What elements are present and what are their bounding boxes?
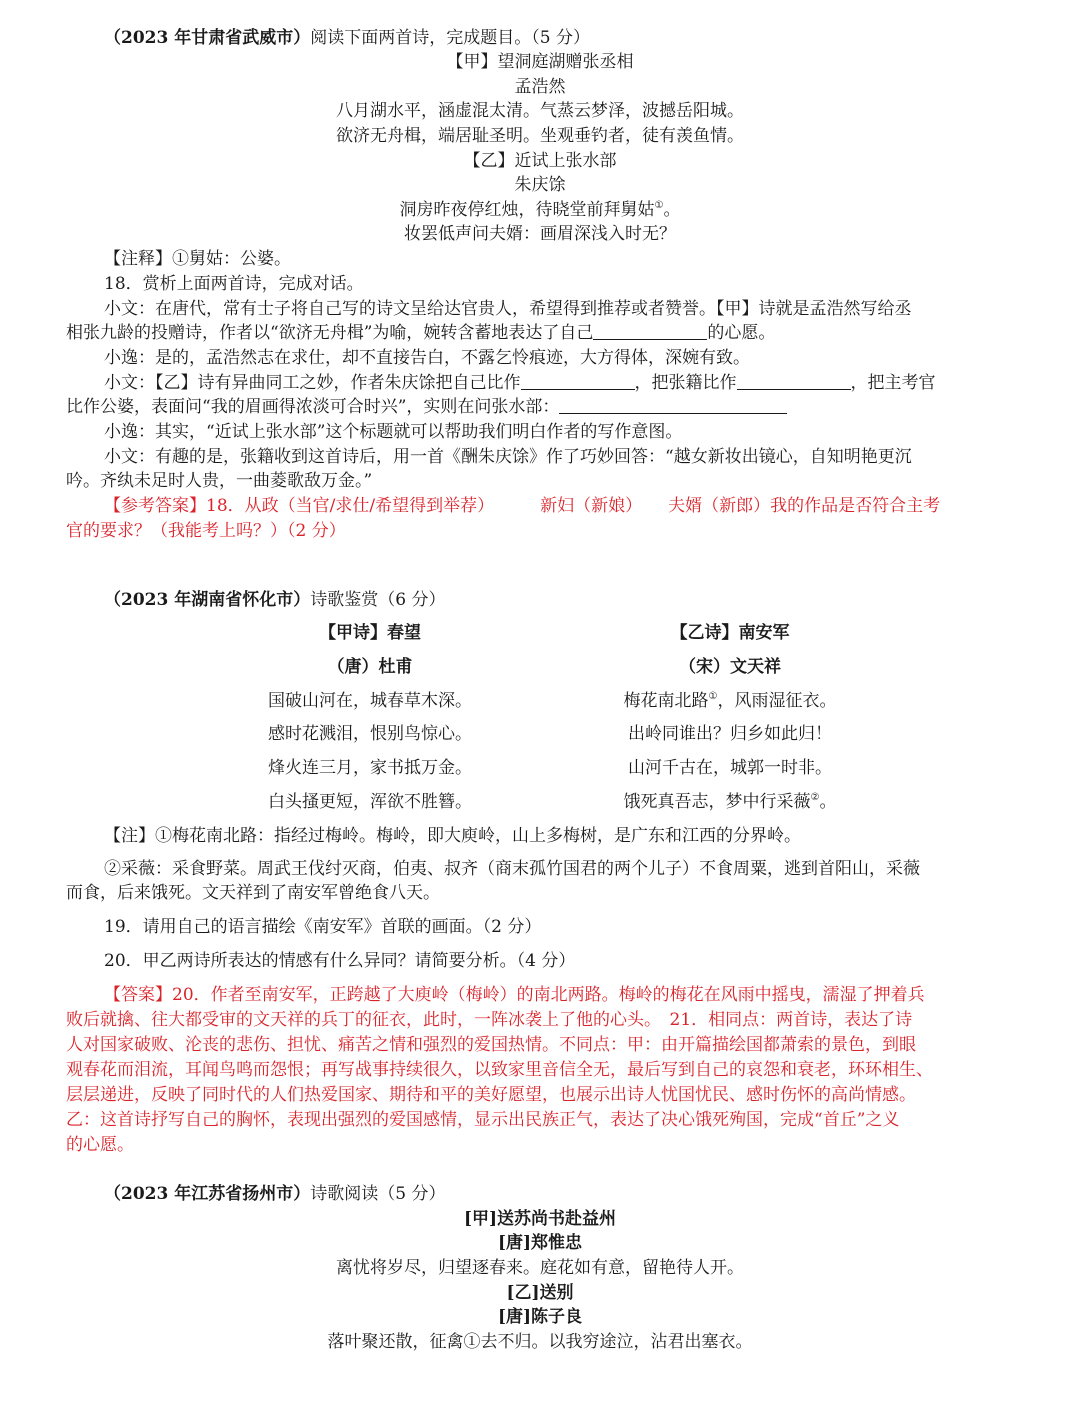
poem-b-title: 【乙】近试上张水部 xyxy=(463,151,617,171)
poem-left-author: （唐）杜甫 xyxy=(327,657,413,677)
dialogue-line-2: 小逸：是的，孟浩然志在求仕，却不直接告白，不露乞怜痕迹，大方得体，深婉有致。 xyxy=(104,348,750,368)
section2-instruction: 诗歌鉴赏（6 分） xyxy=(310,590,446,610)
poem-right-title: 【乙诗】南安军 xyxy=(670,623,790,643)
dialogue-line-3 xyxy=(104,371,936,395)
answer-blank-1[interactable] xyxy=(593,322,707,340)
poem-d-title: [乙]送别 xyxy=(506,1283,574,1303)
poem-left-title: 【甲诗】春望 xyxy=(319,623,421,643)
footnote-marker: ① xyxy=(654,200,664,211)
footnote-marker: ① xyxy=(708,691,718,702)
answer-line-1: 【答案】20．作者至南安军，正跨越了大庾岭（梅岭）的南北两路。梅岭的梅花在风雨中摇曳，濡湿了押着兵 xyxy=(104,985,925,1005)
answer-line-7: 的心愿。 xyxy=(66,1135,134,1155)
section3-instruction: 诗歌阅读（5 分） xyxy=(310,1184,446,1204)
footnote-marker: ② xyxy=(810,792,820,803)
answer-line-6: 乙：这首诗抒写自己的胸怀，表现出强烈的爱国感情，显示出民族正气，表达了决心饿死殉国，完成“首丘”之义 xyxy=(66,1110,900,1130)
section3-source: （2023 年江苏省扬州市） xyxy=(104,1184,311,1204)
poem-a-title: 【甲】望洞庭湖赠张丞相 xyxy=(446,52,634,72)
question-18: 18．赏析上面两首诗，完成对话。 xyxy=(104,274,364,294)
answer-18-line2: 官的要求？（我能考上吗？）（2 分） xyxy=(66,521,346,541)
section1-note: 【注释】①舅姑：公婆。 xyxy=(104,249,291,269)
section1-header xyxy=(104,26,590,50)
poem-b-line1 xyxy=(0,198,1080,222)
poem-c-title: [甲]送苏尚书赴益州 xyxy=(463,1209,617,1229)
dialogue-line-1b-post: 的心愿。 xyxy=(707,323,776,343)
section2-note1: 【注】①梅花南北路：指经过梅岭。梅岭，即大庾岭，山上多梅树，是广东和江西的分界岭。 xyxy=(104,826,801,846)
dialogue-line-3-p2: ，把张籍比作 xyxy=(634,373,737,393)
dialogue-line-4 xyxy=(66,395,787,419)
answer-18-part3: 夫婿（新郎）我的作品是否符合主考 xyxy=(668,496,941,516)
poem-d-author: [唐]陈子良 xyxy=(497,1307,583,1327)
answer-18-part1: 【参考答案】18．从政（当官/求仕/希望得到举荐） xyxy=(104,496,495,516)
section3-header xyxy=(104,1182,445,1206)
answer-line-4: 观春花而泪流，耳闻鸟鸣而怨恨；再写战事持续很久，以致家里音信全无，最后写到自己的哀怨和衰老，环环相生、 xyxy=(66,1060,933,1080)
poem-b-author: 朱庆馀 xyxy=(514,175,566,195)
poem-d-line: 落叶聚还散，征禽①去不归。以我穷途泣，沾君出塞衣。 xyxy=(327,1332,753,1352)
poem-right-line4-pre: 饿死真吾志，梦中行采薇 xyxy=(623,792,811,812)
dialogue-line-5: 小逸：其实，“近试上张水部”这个标题就可以帮助我们明白作者的写作意图。 xyxy=(104,422,683,442)
answer-line-2: 败后就擒、往大都受审的文天祥的兵丁的征衣，此时，一阵冰袭上了他的心头。 21．相同点：两首诗，表达了诗 xyxy=(66,1010,913,1030)
answer-blank-2[interactable] xyxy=(521,372,635,390)
answer-line-3: 人对国家破败、沦丧的悲伤、担忧、痛苦之情和强烈的爱国热情。不同点：甲：由开篇描绘国都萧索的景色，到眼 xyxy=(66,1035,916,1055)
dialogue-line-1a: 小文：在唐代，常有士子将自己写的诗文呈给达官贵人，希望得到推荐或者赞誉。【甲】诗就是孟浩然写给丞 xyxy=(104,299,912,319)
poem-a-line2: 欲济无舟楫，端居耻圣明。坐观垂钓者，徒有羡鱼情。 xyxy=(336,126,744,146)
answer-18-line1 xyxy=(104,494,940,518)
poem-right-line1-post: ，风雨湿征衣。 xyxy=(717,691,837,711)
section1-source: （2023 年甘肃省武威市） xyxy=(104,28,311,48)
section2-header xyxy=(104,588,445,612)
section2-source: （2023 年湖南省怀化市） xyxy=(104,590,311,610)
question-19: 19．请用自己的语言描绘《南安军》首联的画面。（2 分） xyxy=(104,917,542,937)
answer-18-part2: 新妇（新娘） xyxy=(540,496,643,516)
poem-c-line: 离忧将岁尽，归望逐春来。庭花如有意，留艳待人开。 xyxy=(336,1258,744,1278)
poem-left-line: 烽火连三月，家书抵万金。 xyxy=(268,758,472,778)
dialogue-line-1b xyxy=(66,321,775,345)
poem-left-line: 感时花溅泪，恨别鸟惊心。 xyxy=(268,724,472,744)
poem-b-line1-end: 。 xyxy=(663,200,681,220)
dialogue-line-6b: 吟。齐纨未足时人贵，一曲菱歌敌万金。” xyxy=(66,471,373,491)
poem-right-line xyxy=(600,790,860,814)
poem-right-line: 山河千古在，城郭一时非。 xyxy=(628,758,832,778)
poem-right-line: 出岭同谁出？归乡如此归！ xyxy=(628,724,832,744)
section2-note2b: 而食，后来饿死。文天祥到了南安军曾绝食八天。 xyxy=(66,883,440,903)
section2-note2a: ②采薇：采食野菜。周武王伐纣灭商，伯夷、叔齐（商末孤竹国君的两个儿子）不食周粟，逃到首阳山，采薇 xyxy=(104,859,920,879)
answer-blank-3[interactable] xyxy=(737,372,851,390)
answer-line-5: 层层递进，反映了同时代的人们热爱国家、期待和平的美好愿望，也展示出诗人忧国忧民、感时伤怀的高尚情感。 xyxy=(66,1085,916,1105)
dialogue-line-4-pre: 比作公婆，表面问“我的眉画得浓淡可合时兴”，实则在问张水部： xyxy=(66,397,560,417)
section1-instruction: 阅读下面两首诗，完成题目。（5 分） xyxy=(310,28,590,48)
dialogue-line-1b-pre: 相张九龄的投赠诗，作者以“欲济无舟楫”为喻，婉转含蓄地表达了自己 xyxy=(66,323,594,343)
poem-b-line2: 妆罢低声问夫婿：画眉深浅入时无？ xyxy=(404,224,676,244)
poem-a-author: 孟浩然 xyxy=(514,77,566,97)
poem-right-author: （宋）文天祥 xyxy=(679,657,781,677)
poem-right-line1-pre: 梅花南北路 xyxy=(623,691,709,711)
answer-blank-4[interactable] xyxy=(559,396,787,414)
poem-left-line: 白头搔更短，浑欲不胜簪。 xyxy=(268,792,472,812)
poem-a-line1: 八月湖水平，涵虚混太清。气蒸云梦泽，波撼岳阳城。 xyxy=(336,101,744,121)
dialogue-line-3-p1: 小文：【乙】诗有异曲同工之妙，作者朱庆馀把自己比作 xyxy=(104,373,521,393)
poem-c-author: [唐]郑惟忠 xyxy=(497,1233,583,1253)
poem-b-line1-text: 洞房昨夜停红烛，待晓堂前拜舅姑 xyxy=(399,200,655,220)
dialogue-line-3-p3: ，把主考官 xyxy=(850,373,936,393)
dialogue-line-6a: 小文：有趣的是，张籍收到这首诗后，用一首《酬朱庆馀》作了巧妙回答：“越女新妆出镜心，自知明艳更沉 xyxy=(104,447,912,467)
poem-left-line: 国破山河在，城春草木深。 xyxy=(268,691,472,711)
poem-right-line4-post: 。 xyxy=(819,792,837,812)
poem-right-line xyxy=(600,689,860,713)
question-20: 20．甲乙两诗所表达的情感有什么异同？请简要分析。（4 分） xyxy=(104,951,576,971)
